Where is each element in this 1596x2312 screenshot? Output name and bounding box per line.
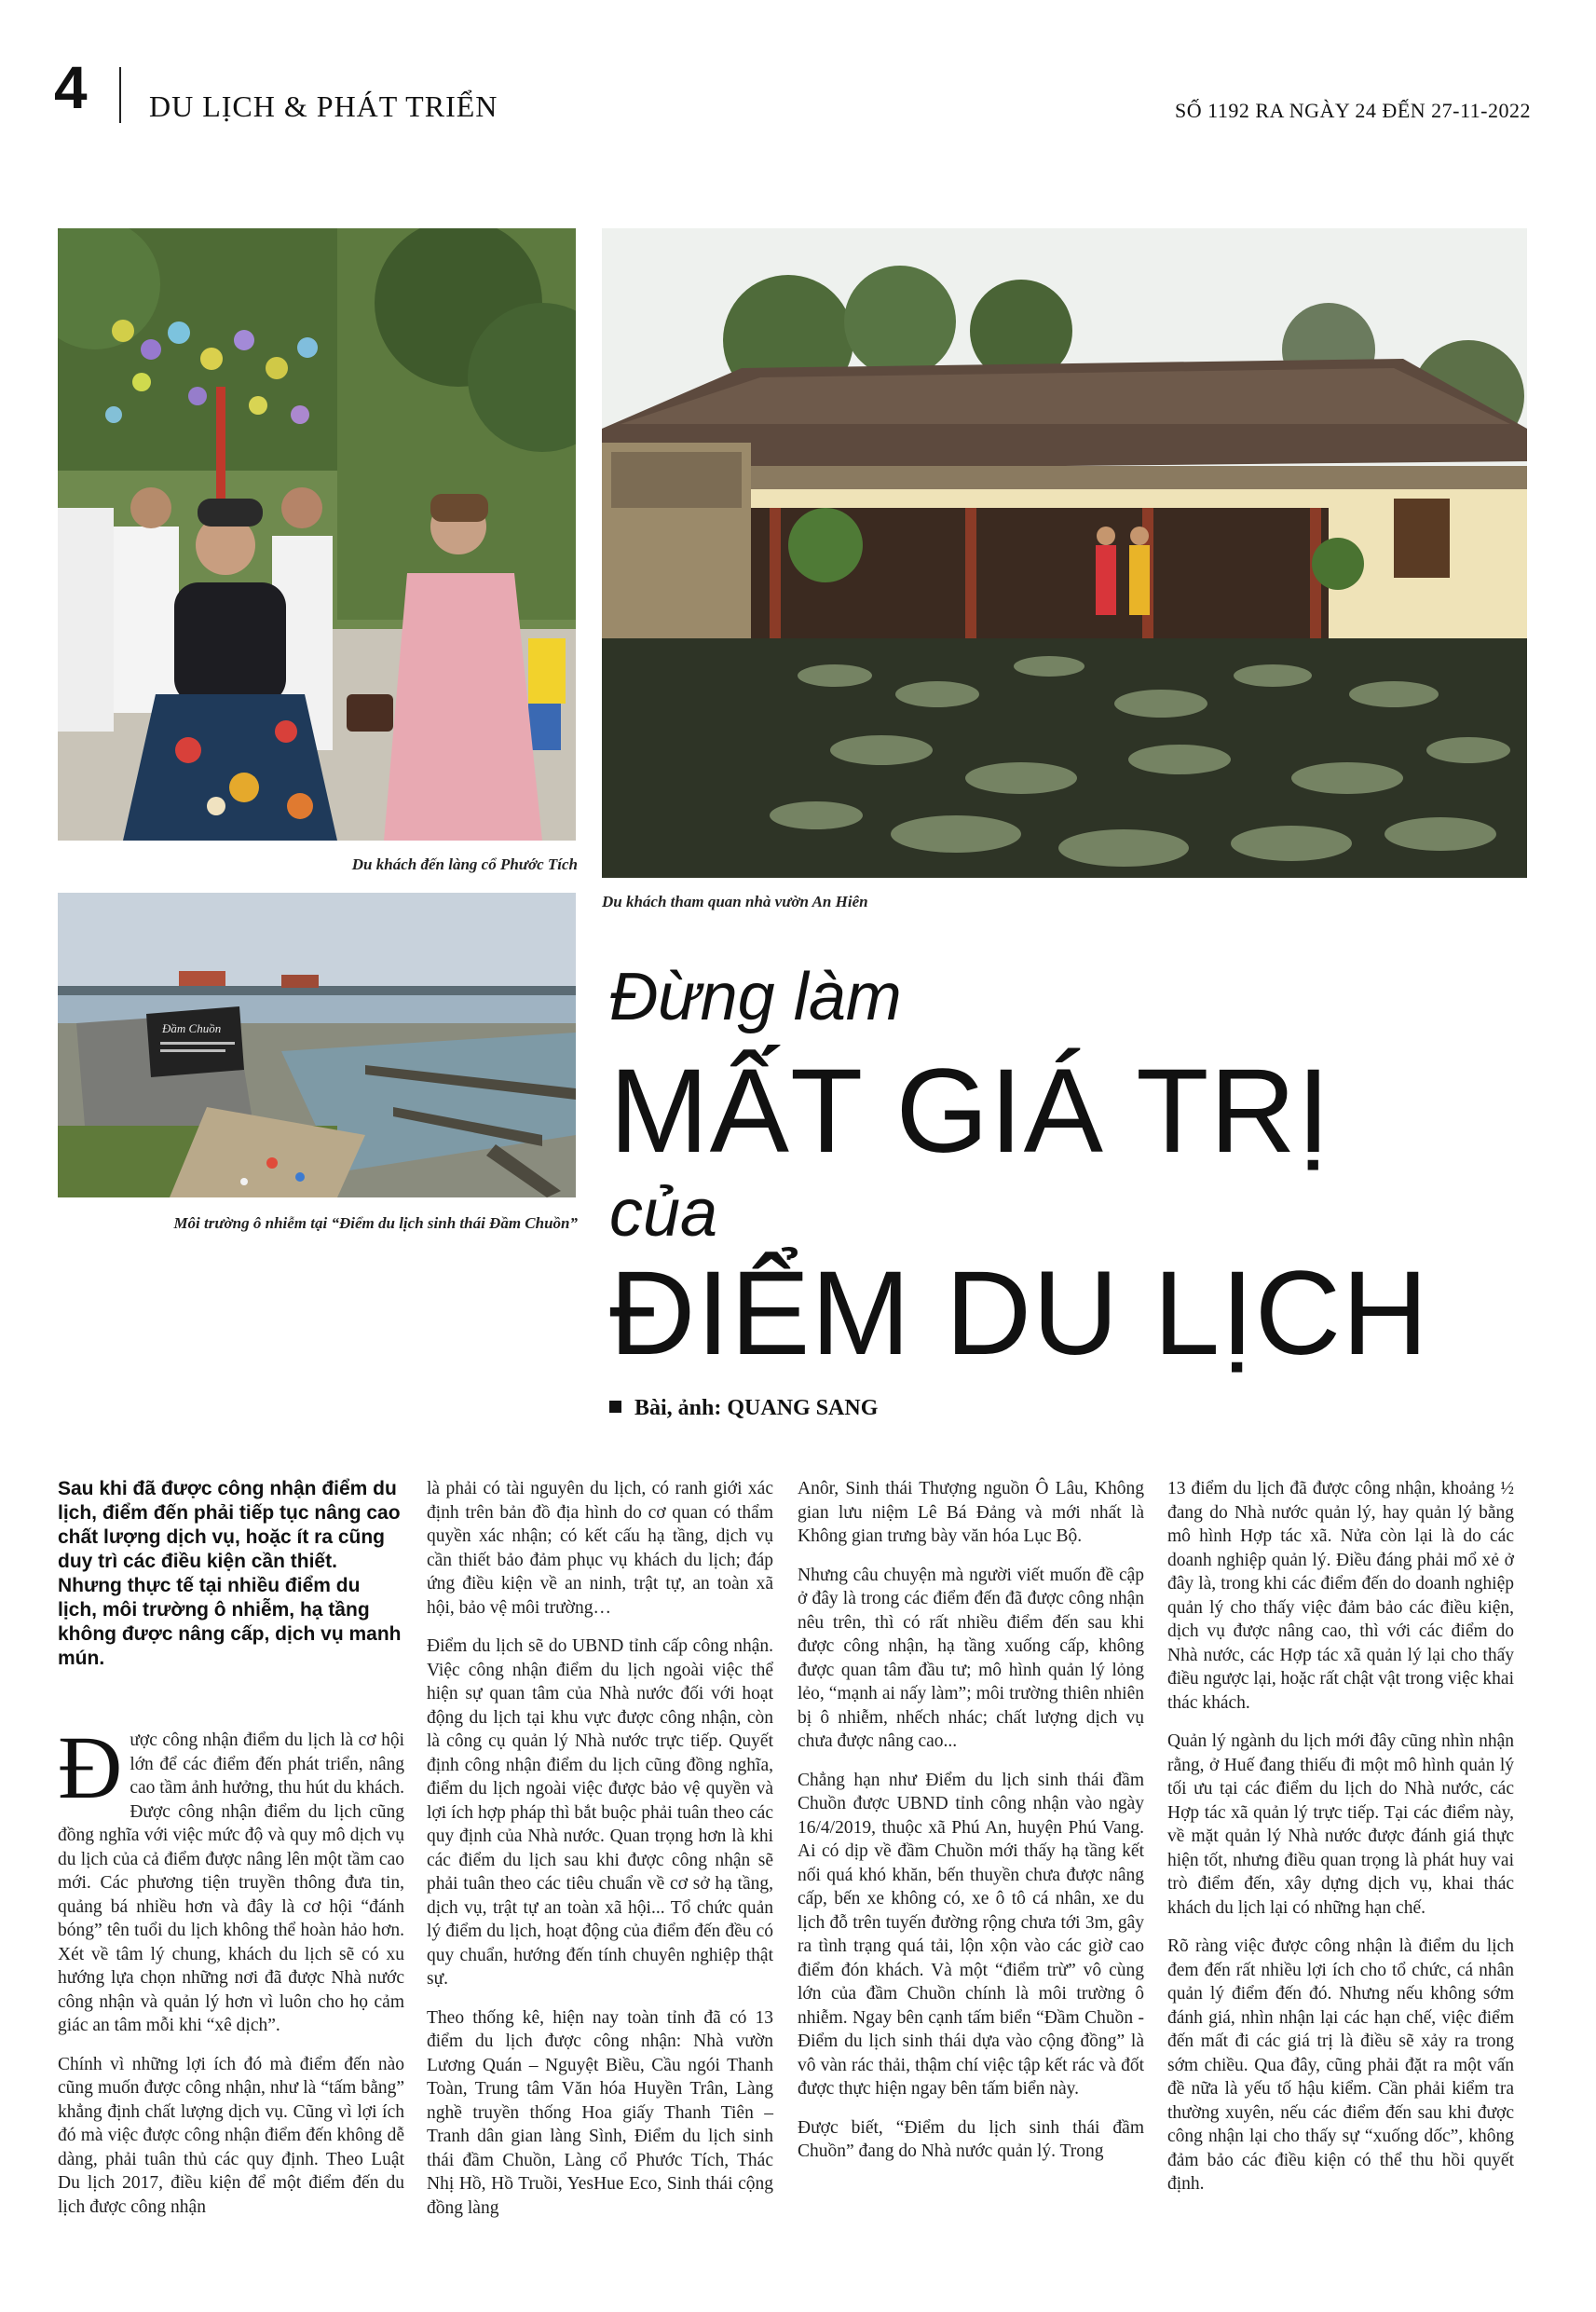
column-1 xyxy=(58,1477,404,2234)
paragraph: Nhưng câu chuyện mà người viết muốn đề cập ở đây là trong các điểm đến đã được công nhận nêu trên, thì có rất nhiều điểm đến sau khi được công nhận, hạ tầng xuống cấp, không được quan tâm đầu tư; mô hình quản lý lỏng lẻo, “mạnh ai nấy làm”; môi trường thiên nhiên bị ô nhiễm, nhếch nhác; chất lượng dịch vụ chưa được nâng cao... xyxy=(798,1565,1144,1751)
paragraph-text: ược công nhận điểm du lịch là cơ hội lớn để các điểm đến phát triển, nâng cao tầm ảnh hưởng, thu hút du khách. Được công nhận điểm du lịch cũng đồng nghĩa với việc mức độ và quy mô dịch vụ du lịch của cả điểm được nâng lên một tầm cao mới. Các phương tiện truyền thông đưa tin, quảng bá nhiều hơn và đây là cơ hội “đánh bóng” tên tuổi du lịch không thể hoàn hảo hơn. Xét về tâm lý chung, khách du lịch sẽ có xu hướng lựa chọn những nơi đã được Nhà nước công nhận và quản lý hơn vì luôn cho họ cảm giác an tâm mỗi khi “xê dịch”. xyxy=(58,1731,404,2035)
byline xyxy=(609,1396,878,1421)
column-4 xyxy=(1167,1477,1514,2211)
issue-info: SỐ 1192 RA NGÀY 24 ĐẾN 27-11-2022 xyxy=(1175,99,1531,122)
caption-photo3: Môi trường ô nhiễm tại “Điểm du lịch sinh thái Đầm Chuồn” xyxy=(173,1214,578,1232)
headline-line3: của xyxy=(609,1176,718,1251)
header-divider xyxy=(119,67,121,123)
paragraph: Rõ ràng việc được công nhận là điểm du lịch đem đến rất nhiều lợi ích cho tổ chức, cá nhân quản lý điểm đến đó. Nhưng nếu không sớm đánh giá, nhìn nhận lại các hạn chế, việc điểm đến mất đi các giá trị là điều sẽ xảy ra trong sớm chiều. Qua đây, cũng phải đặt ra một vấn đề nữa là yếu tố hậu kiểm. Cần phải kiểm tra thường xuyên, nếu các điểm đến sau khi được công nhận lại cho thấy sự “xuống dốc”, không đảm bảo các điều kiện có thể thu hồi quyết định. xyxy=(1167,1936,1514,2194)
headline-line4: ĐIỂM DU LỊCH xyxy=(609,1247,1429,1380)
caption-photo1: Du khách đến làng cổ Phước Tích xyxy=(351,855,578,873)
column-2 xyxy=(427,1477,773,2235)
paragraph: là phải có tài nguyên du lịch, có ranh giới xác định trên bản đồ địa hình do cơ quan có thẩm quyền xác nhận; có kết cấu hạ tầng, dịch vụ cần thiết bảo đảm phục vụ khách du lịch; đáp ứng điều kiện về an ninh, trật tự, an toàn xã hội, bảo vệ môi trường… xyxy=(427,1479,773,1618)
paragraph: Theo thống kê, hiện nay toàn tỉnh đã có 13 điểm du lịch được công nhận: Nhà vườn Lương Quán – Nguyệt Biều, Cầu ngói Thanh Toàn, Trung tâm Văn hóa Huyền Trân, Làng nghề truyền thống Hoa giấy Thanh Tiên – Tranh dân gian làng Sình, Điểm du lịch sinh thái đầm Chuồn, Làng cổ Phước Tích, Thác Nhị Hồ, Hồ Truồi, YesHue Eco, Sinh thái cộng đồng làng xyxy=(427,2007,773,2218)
headline-line2: MẤT GIÁ TRỊ xyxy=(609,1045,1331,1178)
column-3 xyxy=(798,1477,1144,2179)
photo-phuoc-tich-tourists xyxy=(58,228,576,841)
page-number: 4 xyxy=(54,54,88,121)
paragraph: Anôr, Sinh thái Thượng nguồn Ô Lâu, Không gian lưu niệm Lê Bá Đảng và mới nhất là Không gian trưng bày văn hóa Lục Bộ. xyxy=(798,1479,1144,1546)
byline-square-icon xyxy=(609,1401,621,1413)
paragraph: Điểm du lịch sẽ do UBND tỉnh cấp công nhận. Việc công nhận điểm du lịch ngoài việc thể hiện sự quan tâm của Nhà nước đối với hoạt động du lịch tại khu vực được công nhận, còn là công cụ quản lý Nhà nước trực tiếp. Quyết định công nhận điểm du lịch cũng đồng nghĩa, điểm du lịch ngoài việc được bảo vệ quyền và lợi ích hợp pháp thì bắt buộc phải tuân theo các quy định của Nhà nước. Quan trọng hơn là khi các điểm du lịch sau khi được công nhận sẽ phải tuân theo các tiêu chuẩn về cơ sở hạ tầng, dịch vụ, trật tự an toàn xã hội... Tổ chức quản lý điểm du lịch, hoạt động của điểm đến đều có quy chuẩn, hướng đến tính chuyên nghiệp thật sự. xyxy=(427,1636,773,1989)
drop-cap: Đ xyxy=(58,1717,123,1817)
byline-text: Bài, ảnh: QUANG SANG xyxy=(634,1396,879,1420)
sign-title: Đầm Chuồn xyxy=(162,1021,222,1035)
photo-dam-chuon-pollution xyxy=(58,893,576,1197)
paragraph: Được biết, “Điểm du lịch sinh thái đầm Chuồn” đang do Nhà nước quản lý. Trong xyxy=(798,2117,1144,2161)
section-title: DU LỊCH & PHÁT TRIỂN xyxy=(149,89,498,123)
paragraph: 13 điểm du lịch đã được công nhận, khoảng ½ đang do Nhà nước quản lý, hay quản lý bằng mô hình Hợp tác xã. Nửa còn lại là do các doanh nghiệp quản lý. Điều đáng phải mổ xẻ ở đây là, trong khi các điểm đến do doanh nghiệp quản lý cho thấy việc đảm bảo các điều kiện, dịch vụ được nâng cao, thì với các điểm do Nhà nước, các Hợp tác xã quản lý lại cho thấy điều ngược lại, hoặc rất chật vật trong việc khai thác khách. xyxy=(1167,1479,1514,1713)
headline-line1: Đừng làm xyxy=(609,960,902,1034)
paragraph: Quản lý ngành du lịch mới đây cũng nhìn nhận rằng, ở Huế đang thiếu đi một mô hình quản lý tối ưu tại các điểm du lịch do Nhà nước, các Hợp tác xã quản lý trực tiếp. Tại các điểm này, về mặt quản lý Nhà nước được đánh giá thực hiện tốt, nhưng điều quan trọng là phát huy vai trò điểm đến, xây dựng dịch vụ, khai thác khách du lịch lại có những hạn chế. xyxy=(1167,1731,1514,1918)
paragraph: Chính vì những lợi ích đó mà điểm đến nào cũng muốn được công nhận, như là “tấm bằng” khẳng định chất lượng dịch vụ. Cũng vì lợi ích đó mà việc được công nhận điểm đến không dễ dàng, phải tuân thủ các quy định. Theo Luật Du lịch 2017, điều kiện để một điểm đến du lịch được công nhận xyxy=(58,2054,404,2217)
paragraph: Chẳng hạn như Điểm du lịch sinh thái đầm Chuồn được UBND tỉnh công nhận vào ngày 16/4/2019, thuộc xã Phú An, huyện Phú Vang. Ai có dịp về đầm Chuồn mới thấy hạ tầng kết nối quá khó khăn, bến thuyền chưa được nâng cấp, bến xe không có, xe ô tô cá nhân, xe du lịch đỗ trên tuyến đường rộng chưa tới 3m, gây ra tình trạng quá tải, lộn xộn vào các giờ cao điểm đón khách. Và một “điểm trừ” vô cùng lớn của đầm Chuồn chính là môi trường ô nhiễm. Ngay bên cạnh tấm biển “Đầm Chuồn - Điểm du lịch sinh thái dựa vào cộng đồng” là vô vàn rác thải, thậm chí việc tập kết rác và đốt được thực hiện ngay bên tấm biển này. xyxy=(798,1770,1144,2099)
paragraph xyxy=(58,1717,404,2038)
lead-paragraph: Sau khi đã được công nhận điểm du lịch, điểm đến phải tiếp tục nâng cao chất lượng dịch vụ, hoặc ít ra cũng duy trì các điều kiện cần thiết. Nhưng thực tế tại nhiều điểm du lịch, môi trường ô nhiễm, hạ tầng không được nâng cấp, dịch vụ manh mún. xyxy=(58,1478,402,1669)
caption-photo2: Du khách tham quan nhà vườn An Hiên xyxy=(602,893,868,910)
photo-an-hien-garden-house xyxy=(602,228,1527,878)
